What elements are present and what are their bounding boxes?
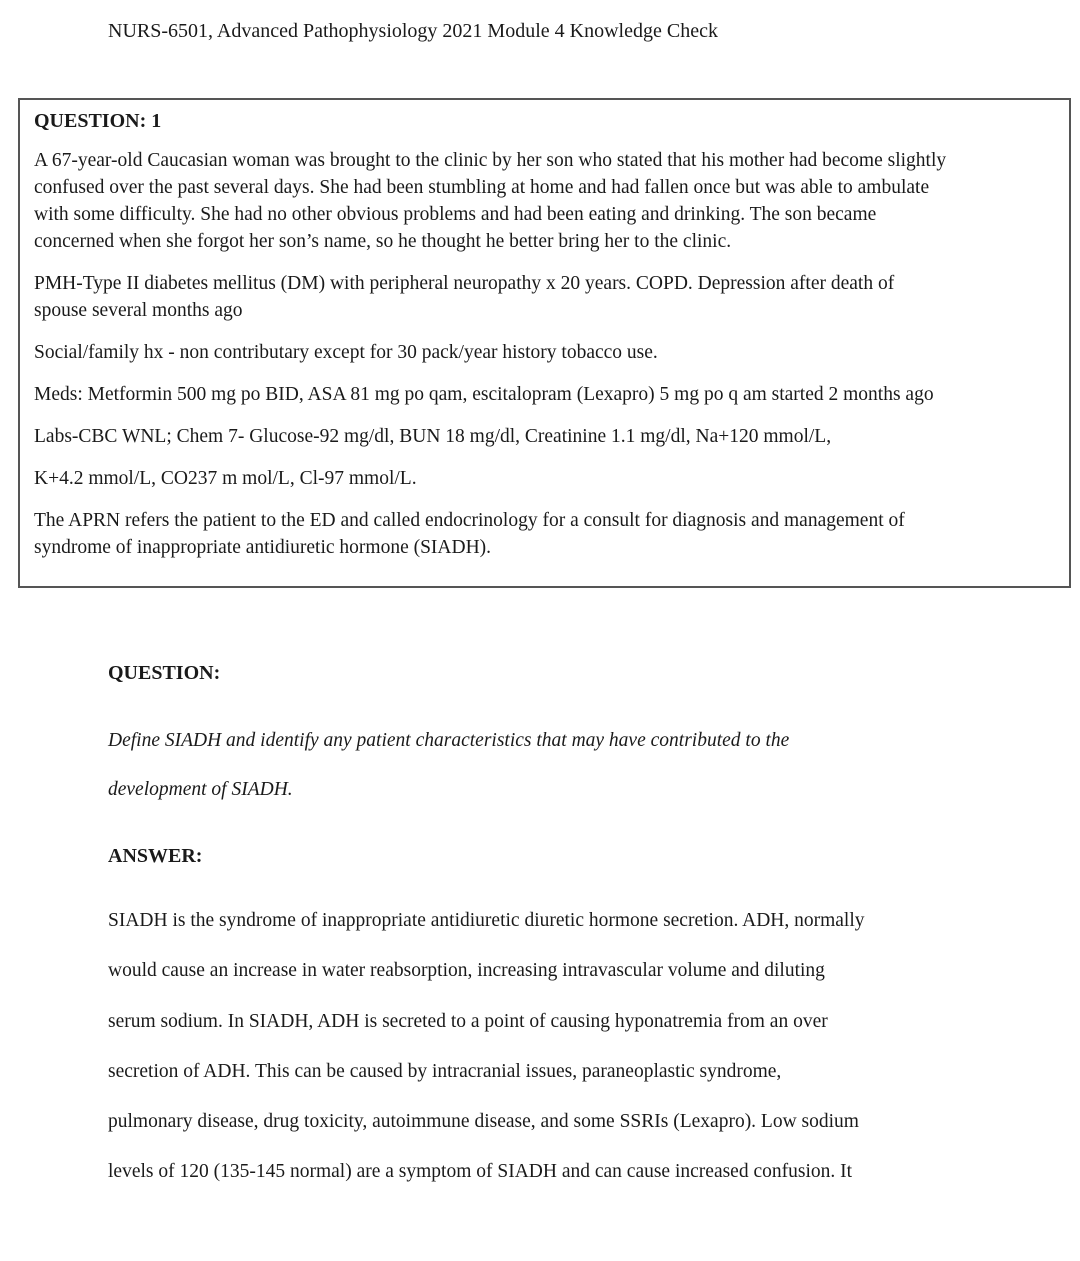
document-header: NURS-6501, Advanced Pathophysiology 2021 Module 4 Knowledge Check (108, 20, 718, 42)
case-line: spouse several months ago (34, 300, 243, 321)
answer-label: ANSWER: (108, 845, 203, 867)
case-paragraphs (34, 147, 1055, 561)
case-paragraph (34, 270, 1055, 324)
case-box (18, 98, 1071, 588)
answer-line: SIADH is the syndrome of inappropriate antidiuretic diuretic hormone secretion. ADH, normally (108, 910, 865, 931)
case-line: PMH-Type II diabetes mellitus (DM) with peripheral neuropathy x 20 years. COPD. Depression after death of (34, 273, 895, 294)
case-paragraph (34, 147, 1055, 255)
case-line: K+4.2 mmol/L, CO237 m mol/L, Cl-97 mmol/L. (34, 468, 417, 489)
case-title: QUESTION: 1 (34, 110, 162, 132)
answer-text (108, 896, 865, 1198)
case-line: with some difficulty. She had no other obvious problems and had been eating and drinking. The son became (34, 204, 877, 225)
case-line: A 67-year-old Caucasian woman was brought to the clinic by her son who stated that his mother had become slightly (34, 150, 947, 171)
question-line: Define SIADH and identify any patient characteristics that may have contributed to the (108, 730, 790, 751)
answer-line: pulmonary disease, drug toxicity, autoimmune disease, and some SSRIs (Lexapro). Low sodium (108, 1111, 859, 1133)
case-paragraph (34, 507, 1055, 561)
case-line: concerned when she forgot her son’s name, so he thought he better bring her to the clinic. (34, 231, 732, 252)
case-line: Labs-CBC WNL; Chem 7- Glucose-92 mg/dl, BUN 18 mg/dl, Creatinine 1.1 mg/dl, Na+120 mmol/L, (34, 426, 832, 447)
question-label: QUESTION: (108, 662, 221, 684)
case-paragraph (34, 423, 1055, 450)
case-paragraph (34, 339, 1055, 366)
answer-line: would cause an increase in water reabsorption, increasing intravascular volume and diluting (108, 960, 825, 982)
case-line: confused over the past several days. She had been stumbling at home and had fallen once but was able to ambulate (34, 177, 930, 198)
case-line: syndrome of inappropriate antidiuretic hormone (SIADH). (34, 537, 492, 558)
answer-line: levels of 120 (135-145 normal) are a symptom of SIADH and can cause increased confusion. It (108, 1161, 853, 1183)
case-line: Meds: Metformin 500 mg po BID, ASA 81 mg po qam, escitalopram (Lexapro) 5 mg po q am started 2 months ago (34, 384, 934, 405)
question-text (108, 716, 789, 814)
answer-line: serum sodium. In SIADH, ADH is secreted to a point of causing hyponatremia from an over (108, 1010, 828, 1032)
case-line: Social/family hx - non contributary except for 30 pack/year history tobacco use. (34, 342, 658, 363)
case-line: The APRN refers the patient to the ED and called endocrinology for a consult for diagnosis and management of (34, 510, 905, 531)
answer-line: secretion of ADH. This can be caused by intracranial issues, paraneoplastic syndrome, (108, 1060, 782, 1082)
case-paragraph (34, 465, 1055, 492)
question-line: development of SIADH. (108, 779, 293, 800)
case-paragraph (34, 381, 1055, 408)
